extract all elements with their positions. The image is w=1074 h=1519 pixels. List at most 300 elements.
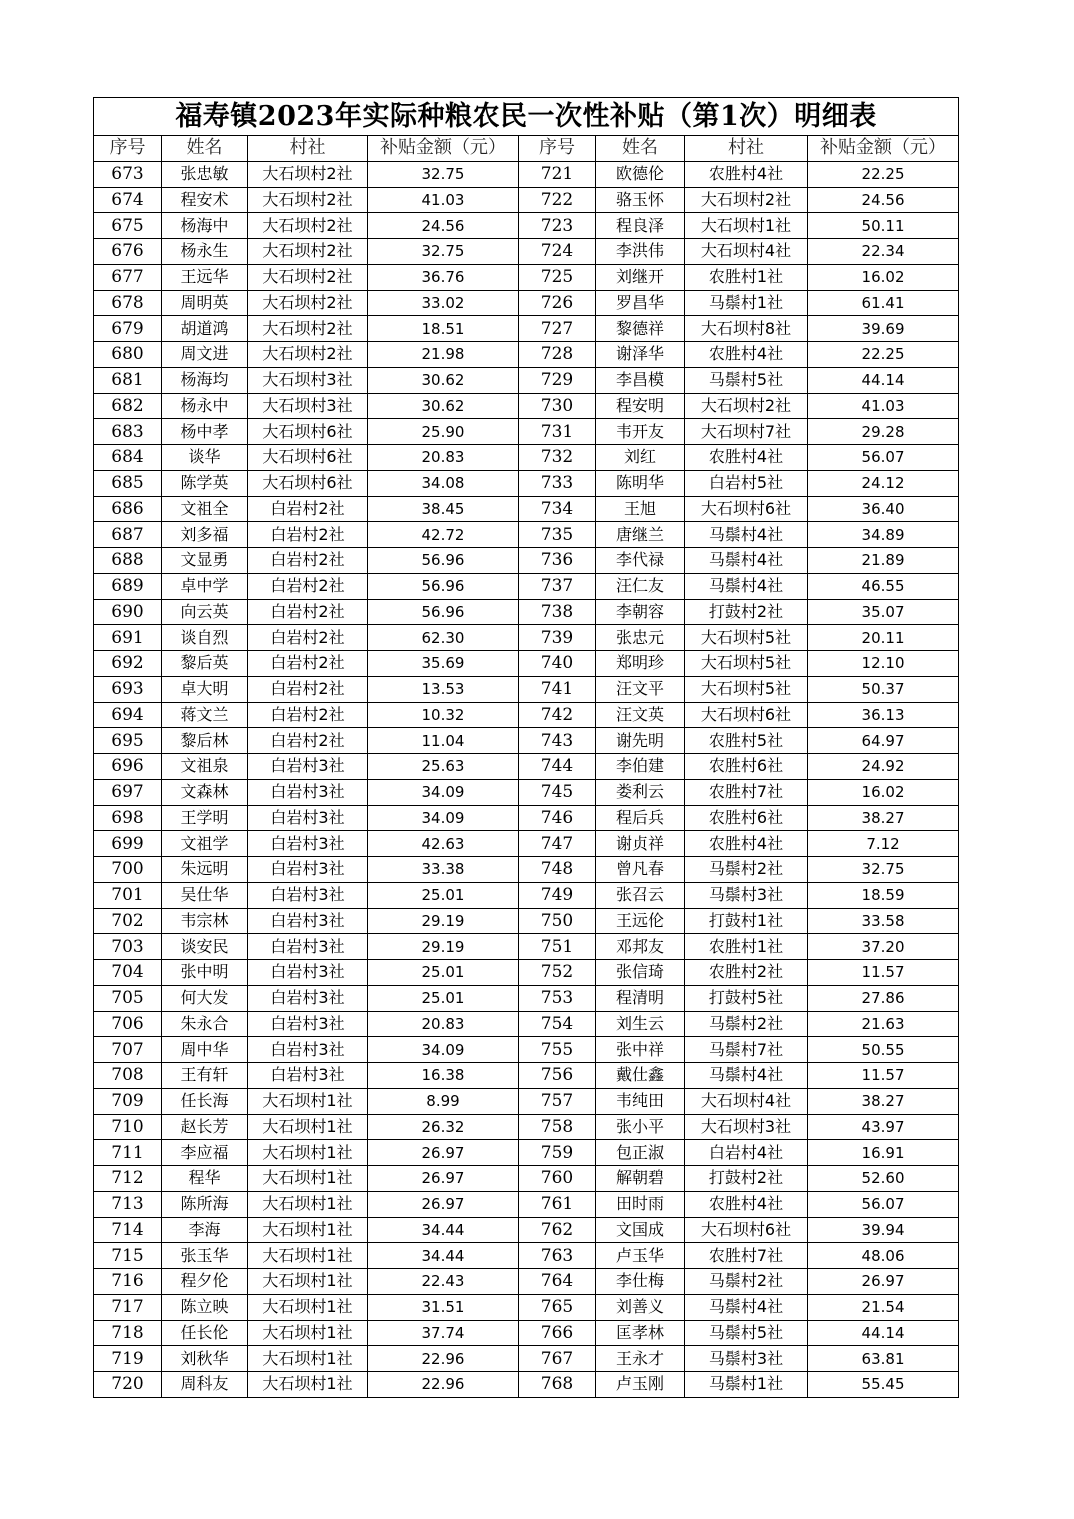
seq-cell: 726 <box>519 290 596 316</box>
amount-cell: 27.86 <box>808 985 959 1011</box>
seq-cell: 677 <box>94 264 162 290</box>
seq-cell: 684 <box>94 445 162 471</box>
table-row <box>94 1320 959 1346</box>
amount-cell: 44.14 <box>808 1320 959 1346</box>
name-cell: 解朝碧 <box>596 1166 685 1192</box>
village-cell: 白岩村5社 <box>685 470 808 496</box>
name-cell: 曾凡春 <box>596 857 685 883</box>
table-row <box>94 1294 959 1320</box>
table-row <box>94 1166 959 1192</box>
village-cell: 大石坝村2社 <box>685 393 808 419</box>
seq-cell: 738 <box>519 599 596 625</box>
amount-cell: 24.56 <box>368 213 519 239</box>
seq-cell: 746 <box>519 805 596 831</box>
table-row <box>94 805 959 831</box>
name-cell: 张忠敏 <box>162 161 248 187</box>
seq-cell: 764 <box>519 1269 596 1295</box>
amount-cell: 26.97 <box>368 1191 519 1217</box>
name-cell: 韦开友 <box>596 419 685 445</box>
seq-cell: 690 <box>94 599 162 625</box>
seq-cell: 714 <box>94 1217 162 1243</box>
name-cell: 汪文英 <box>596 702 685 728</box>
table-row <box>94 882 959 908</box>
header-village-right: 村社 <box>685 136 808 162</box>
village-cell: 农胜村2社 <box>685 960 808 986</box>
seq-cell: 749 <box>519 882 596 908</box>
amount-cell: 37.74 <box>368 1320 519 1346</box>
table-row <box>94 1037 959 1063</box>
seq-cell: 682 <box>94 393 162 419</box>
seq-cell: 752 <box>519 960 596 986</box>
table-row <box>94 1088 959 1114</box>
seq-cell: 701 <box>94 882 162 908</box>
seq-cell: 708 <box>94 1063 162 1089</box>
header-row <box>94 136 959 162</box>
name-cell: 黎后林 <box>162 728 248 754</box>
seq-cell: 733 <box>519 470 596 496</box>
table-row <box>94 676 959 702</box>
seq-cell: 763 <box>519 1243 596 1269</box>
village-cell: 打鼓村5社 <box>685 985 808 1011</box>
amount-cell: 43.97 <box>808 1114 959 1140</box>
table-row <box>94 470 959 496</box>
village-cell: 马鬃村7社 <box>685 1037 808 1063</box>
amount-cell: 62.30 <box>368 625 519 651</box>
amount-cell: 34.89 <box>808 522 959 548</box>
name-cell: 文国成 <box>596 1217 685 1243</box>
amount-cell: 18.59 <box>808 882 959 908</box>
village-cell: 大石坝村2社 <box>248 161 368 187</box>
name-cell: 邓邦友 <box>596 934 685 960</box>
name-cell: 李朝容 <box>596 599 685 625</box>
village-cell: 大石坝村6社 <box>685 702 808 728</box>
name-cell: 韦宗林 <box>162 908 248 934</box>
amount-cell: 33.58 <box>808 908 959 934</box>
name-cell: 周明英 <box>162 290 248 316</box>
amount-cell: 46.55 <box>808 573 959 599</box>
amount-cell: 21.89 <box>808 548 959 574</box>
header-seq-left: 序号 <box>94 136 162 162</box>
amount-cell: 38.27 <box>808 1088 959 1114</box>
name-cell: 张信琦 <box>596 960 685 986</box>
village-cell: 农胜村1社 <box>685 264 808 290</box>
amount-cell: 29.19 <box>368 908 519 934</box>
name-cell: 卓大明 <box>162 676 248 702</box>
name-cell: 李应福 <box>162 1140 248 1166</box>
seq-cell: 695 <box>94 728 162 754</box>
village-cell: 打鼓村2社 <box>685 1166 808 1192</box>
seq-cell: 693 <box>94 676 162 702</box>
table-row <box>94 1346 959 1372</box>
table-row <box>94 213 959 239</box>
name-cell: 周文进 <box>162 342 248 368</box>
village-cell: 大石坝村1社 <box>248 1320 368 1346</box>
seq-cell: 742 <box>519 702 596 728</box>
seq-cell: 674 <box>94 187 162 213</box>
seq-cell: 716 <box>94 1269 162 1295</box>
seq-cell: 696 <box>94 754 162 780</box>
table-row <box>94 548 959 574</box>
table-row <box>94 290 959 316</box>
seq-cell: 757 <box>519 1088 596 1114</box>
name-cell: 陈所海 <box>162 1191 248 1217</box>
amount-cell: 22.34 <box>808 239 959 265</box>
seq-cell: 698 <box>94 805 162 831</box>
seq-cell: 687 <box>94 522 162 548</box>
amount-cell: 64.97 <box>808 728 959 754</box>
seq-cell: 731 <box>519 419 596 445</box>
seq-cell: 722 <box>519 187 596 213</box>
table-row <box>94 1243 959 1269</box>
table-row <box>94 1372 959 1398</box>
village-cell: 马鬃村2社 <box>685 1011 808 1037</box>
seq-cell: 723 <box>519 213 596 239</box>
seq-cell: 676 <box>94 239 162 265</box>
name-cell: 田时雨 <box>596 1191 685 1217</box>
table-row <box>94 702 959 728</box>
name-cell: 张玉华 <box>162 1243 248 1269</box>
amount-cell: 41.03 <box>368 187 519 213</box>
seq-cell: 732 <box>519 445 596 471</box>
amount-cell: 31.51 <box>368 1294 519 1320</box>
name-cell: 程清明 <box>596 985 685 1011</box>
village-cell: 白岩村2社 <box>248 548 368 574</box>
name-cell: 戴仕鑫 <box>596 1063 685 1089</box>
table-row <box>94 1140 959 1166</box>
name-cell: 王远伦 <box>596 908 685 934</box>
amount-cell: 56.96 <box>368 573 519 599</box>
amount-cell: 32.75 <box>368 239 519 265</box>
amount-cell: 22.96 <box>368 1372 519 1398</box>
amount-cell: 36.76 <box>368 264 519 290</box>
amount-cell: 10.32 <box>368 702 519 728</box>
seq-cell: 702 <box>94 908 162 934</box>
amount-cell: 16.02 <box>808 779 959 805</box>
table-row <box>94 342 959 368</box>
name-cell: 郑明珍 <box>596 651 685 677</box>
village-cell: 大石坝村4社 <box>685 1088 808 1114</box>
table-row <box>94 264 959 290</box>
table-row <box>94 393 959 419</box>
amount-cell: 32.75 <box>808 857 959 883</box>
village-cell: 白岩村3社 <box>248 960 368 986</box>
amount-cell: 41.03 <box>808 393 959 419</box>
seq-cell: 740 <box>519 651 596 677</box>
name-cell: 吴仕华 <box>162 882 248 908</box>
name-cell: 李海 <box>162 1217 248 1243</box>
seq-cell: 739 <box>519 625 596 651</box>
name-cell: 黎德祥 <box>596 316 685 342</box>
amount-cell: 20.83 <box>368 1011 519 1037</box>
name-cell: 王学明 <box>162 805 248 831</box>
village-cell: 白岩村2社 <box>248 651 368 677</box>
name-cell: 陈学英 <box>162 470 248 496</box>
name-cell: 李伯建 <box>596 754 685 780</box>
name-cell: 唐继兰 <box>596 522 685 548</box>
amount-cell: 37.20 <box>808 934 959 960</box>
name-cell: 匡孝林 <box>596 1320 685 1346</box>
name-cell: 卓中学 <box>162 573 248 599</box>
name-cell: 黎后英 <box>162 651 248 677</box>
seq-cell: 692 <box>94 651 162 677</box>
amount-cell: 26.97 <box>808 1269 959 1295</box>
village-cell: 农胜村6社 <box>685 754 808 780</box>
seq-cell: 709 <box>94 1088 162 1114</box>
village-cell: 马鬃村5社 <box>685 1320 808 1346</box>
name-cell: 程后兵 <box>596 805 685 831</box>
table-row <box>94 445 959 471</box>
seq-cell: 728 <box>519 342 596 368</box>
name-cell: 程安术 <box>162 187 248 213</box>
seq-cell: 689 <box>94 573 162 599</box>
name-cell: 陈立映 <box>162 1294 248 1320</box>
name-cell: 王永才 <box>596 1346 685 1372</box>
amount-cell: 33.02 <box>368 290 519 316</box>
name-cell: 文森林 <box>162 779 248 805</box>
name-cell: 谢贞祥 <box>596 831 685 857</box>
village-cell: 大石坝村6社 <box>248 445 368 471</box>
seq-cell: 673 <box>94 161 162 187</box>
name-cell: 刘善义 <box>596 1294 685 1320</box>
amount-cell: 25.01 <box>368 882 519 908</box>
seq-cell: 744 <box>519 754 596 780</box>
seq-cell: 768 <box>519 1372 596 1398</box>
village-cell: 大石坝村1社 <box>248 1294 368 1320</box>
village-cell: 大石坝村3社 <box>248 367 368 393</box>
village-cell: 大石坝村2社 <box>248 290 368 316</box>
village-cell: 马鬃村2社 <box>685 857 808 883</box>
name-cell: 王有轩 <box>162 1063 248 1089</box>
name-cell: 王远华 <box>162 264 248 290</box>
seq-cell: 706 <box>94 1011 162 1037</box>
village-cell: 马鬃村3社 <box>685 882 808 908</box>
amount-cell: 20.11 <box>808 625 959 651</box>
amount-cell: 29.28 <box>808 419 959 445</box>
village-cell: 马鬃村5社 <box>685 367 808 393</box>
village-cell: 马鬃村1社 <box>685 1372 808 1398</box>
amount-cell: 12.10 <box>808 651 959 677</box>
village-cell: 白岩村3社 <box>248 805 368 831</box>
village-cell: 白岩村2社 <box>248 625 368 651</box>
amount-cell: 56.07 <box>808 445 959 471</box>
village-cell: 大石坝村8社 <box>685 316 808 342</box>
name-cell: 李仕梅 <box>596 1269 685 1295</box>
amount-cell: 26.32 <box>368 1114 519 1140</box>
name-cell: 赵长芳 <box>162 1114 248 1140</box>
village-cell: 白岩村3社 <box>248 1037 368 1063</box>
name-cell: 任长伦 <box>162 1320 248 1346</box>
village-cell: 农胜村7社 <box>685 1243 808 1269</box>
seq-cell: 748 <box>519 857 596 883</box>
village-cell: 大石坝村2社 <box>685 187 808 213</box>
table-row <box>94 161 959 187</box>
seq-cell: 704 <box>94 960 162 986</box>
village-cell: 白岩村3社 <box>248 934 368 960</box>
name-cell: 程安明 <box>596 393 685 419</box>
village-cell: 大石坝村6社 <box>685 496 808 522</box>
seq-cell: 705 <box>94 985 162 1011</box>
amount-cell: 50.37 <box>808 676 959 702</box>
village-cell: 农胜村6社 <box>685 805 808 831</box>
seq-cell: 729 <box>519 367 596 393</box>
table-row <box>94 187 959 213</box>
table-row <box>94 599 959 625</box>
name-cell: 杨中孝 <box>162 419 248 445</box>
amount-cell: 21.54 <box>808 1294 959 1320</box>
header-name-right: 姓名 <box>596 136 685 162</box>
seq-cell: 721 <box>519 161 596 187</box>
table-row <box>94 316 959 342</box>
amount-cell: 34.44 <box>368 1243 519 1269</box>
village-cell: 大石坝村5社 <box>685 625 808 651</box>
name-cell: 谢先明 <box>596 728 685 754</box>
name-cell: 向云英 <box>162 599 248 625</box>
seq-cell: 767 <box>519 1346 596 1372</box>
amount-cell: 39.69 <box>808 316 959 342</box>
seq-cell: 747 <box>519 831 596 857</box>
name-cell: 谈自烈 <box>162 625 248 651</box>
seq-cell: 699 <box>94 831 162 857</box>
village-cell: 大石坝村4社 <box>685 239 808 265</box>
seq-cell: 685 <box>94 470 162 496</box>
seq-cell: 741 <box>519 676 596 702</box>
seq-cell: 755 <box>519 1037 596 1063</box>
name-cell: 陈明华 <box>596 470 685 496</box>
amount-cell: 26.97 <box>368 1166 519 1192</box>
seq-cell: 758 <box>519 1114 596 1140</box>
name-cell: 文祖全 <box>162 496 248 522</box>
seq-cell: 753 <box>519 985 596 1011</box>
village-cell: 马鬃村1社 <box>685 290 808 316</box>
amount-cell: 34.09 <box>368 779 519 805</box>
village-cell: 大石坝村2社 <box>248 264 368 290</box>
seq-cell: 683 <box>94 419 162 445</box>
table-row <box>94 934 959 960</box>
amount-cell: 11.57 <box>808 960 959 986</box>
village-cell: 大石坝村3社 <box>685 1114 808 1140</box>
seq-cell: 713 <box>94 1191 162 1217</box>
seq-cell: 761 <box>519 1191 596 1217</box>
seq-cell: 717 <box>94 1294 162 1320</box>
amount-cell: 26.97 <box>368 1140 519 1166</box>
village-cell: 农胜村4社 <box>685 831 808 857</box>
title-row <box>94 98 959 136</box>
name-cell: 娄利云 <box>596 779 685 805</box>
village-cell: 马鬃村4社 <box>685 1294 808 1320</box>
amount-cell: 44.14 <box>808 367 959 393</box>
village-cell: 农胜村4社 <box>685 445 808 471</box>
name-cell: 朱远明 <box>162 857 248 883</box>
seq-cell: 686 <box>94 496 162 522</box>
name-cell: 张忠元 <box>596 625 685 651</box>
amount-cell: 24.56 <box>808 187 959 213</box>
amount-cell: 42.63 <box>368 831 519 857</box>
amount-cell: 42.72 <box>368 522 519 548</box>
table-row <box>94 1114 959 1140</box>
village-cell: 白岩村3社 <box>248 779 368 805</box>
seq-cell: 730 <box>519 393 596 419</box>
seq-cell: 750 <box>519 908 596 934</box>
seq-cell: 725 <box>519 264 596 290</box>
amount-cell: 22.25 <box>808 161 959 187</box>
village-cell: 大石坝村5社 <box>685 651 808 677</box>
name-cell: 李昌模 <box>596 367 685 393</box>
table-row <box>94 779 959 805</box>
amount-cell: 35.69 <box>368 651 519 677</box>
village-cell: 马鬃村2社 <box>685 1269 808 1295</box>
village-cell: 大石坝村1社 <box>248 1140 368 1166</box>
village-cell: 大石坝村6社 <box>685 1217 808 1243</box>
name-cell: 周科友 <box>162 1372 248 1398</box>
seq-cell: 691 <box>94 625 162 651</box>
seq-cell: 734 <box>519 496 596 522</box>
table-body <box>94 161 959 1397</box>
subsidy-table <box>93 97 959 1398</box>
amount-cell: 18.51 <box>368 316 519 342</box>
seq-cell: 766 <box>519 1320 596 1346</box>
table-row <box>94 960 959 986</box>
village-cell: 马鬃村4社 <box>685 573 808 599</box>
amount-cell: 32.75 <box>368 161 519 187</box>
village-cell: 白岩村3社 <box>248 882 368 908</box>
name-cell: 欧德伦 <box>596 161 685 187</box>
table-row <box>94 985 959 1011</box>
amount-cell: 33.38 <box>368 857 519 883</box>
amount-cell: 56.07 <box>808 1191 959 1217</box>
village-cell: 大石坝村1社 <box>248 1217 368 1243</box>
seq-cell: 675 <box>94 213 162 239</box>
table-row <box>94 857 959 883</box>
village-cell: 大石坝村1社 <box>248 1088 368 1114</box>
table-row <box>94 367 959 393</box>
amount-cell: 52.60 <box>808 1166 959 1192</box>
seq-cell: 735 <box>519 522 596 548</box>
amount-cell: 25.01 <box>368 985 519 1011</box>
seq-cell: 703 <box>94 934 162 960</box>
village-cell: 大石坝村2社 <box>248 239 368 265</box>
amount-cell: 38.45 <box>368 496 519 522</box>
name-cell: 骆玉怀 <box>596 187 685 213</box>
name-cell: 文祖学 <box>162 831 248 857</box>
table-row <box>94 1011 959 1037</box>
table-row <box>94 908 959 934</box>
amount-cell: 61.41 <box>808 290 959 316</box>
name-cell: 韦纯田 <box>596 1088 685 1114</box>
amount-cell: 22.25 <box>808 342 959 368</box>
table-row <box>94 239 959 265</box>
name-cell: 汪文平 <box>596 676 685 702</box>
village-cell: 大石坝村3社 <box>248 393 368 419</box>
amount-cell: 35.07 <box>808 599 959 625</box>
table-row <box>94 419 959 445</box>
village-cell: 白岩村2社 <box>248 599 368 625</box>
amount-cell: 25.90 <box>368 419 519 445</box>
name-cell: 李代禄 <box>596 548 685 574</box>
village-cell: 农胜村4社 <box>685 1191 808 1217</box>
amount-cell: 34.09 <box>368 805 519 831</box>
amount-cell: 24.92 <box>808 754 959 780</box>
village-cell: 白岩村3社 <box>248 985 368 1011</box>
seq-cell: 700 <box>94 857 162 883</box>
village-cell: 白岩村3社 <box>248 857 368 883</box>
village-cell: 白岩村3社 <box>248 831 368 857</box>
amount-cell: 50.55 <box>808 1037 959 1063</box>
village-cell: 白岩村2社 <box>248 496 368 522</box>
seq-cell: 694 <box>94 702 162 728</box>
amount-cell: 36.40 <box>808 496 959 522</box>
name-cell: 杨海均 <box>162 367 248 393</box>
village-cell: 白岩村2社 <box>248 702 368 728</box>
